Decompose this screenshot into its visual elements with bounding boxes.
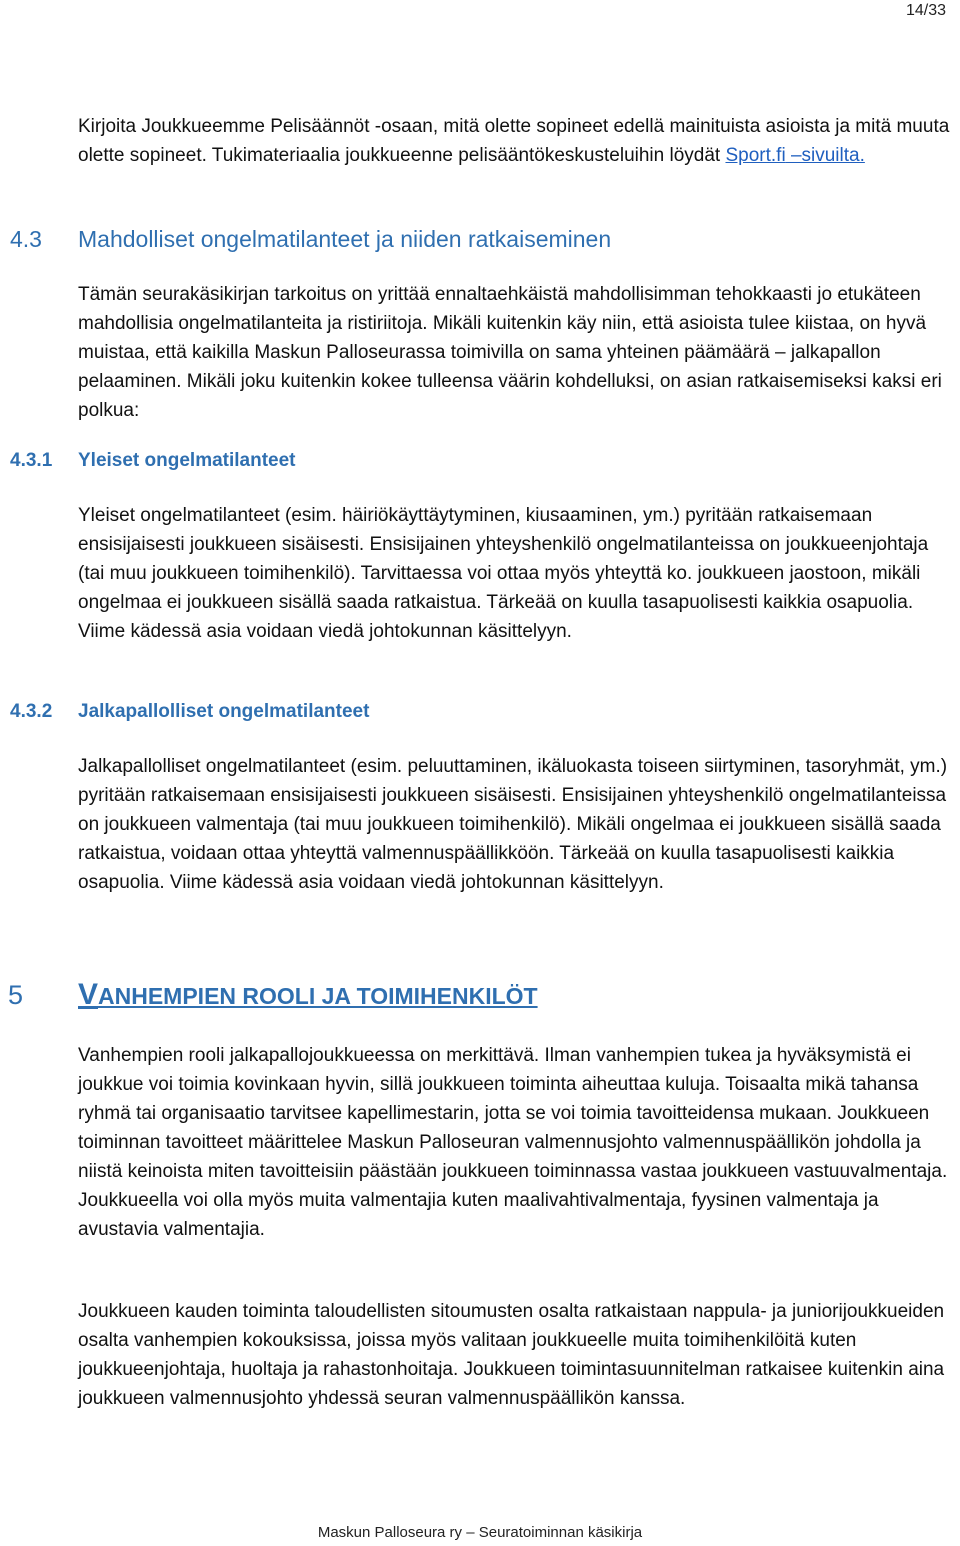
section-4-3-1-heading — [10, 450, 950, 472]
intro-text-before: Kirjoita Joukkueemme Pelisäännöt -osaan, mitä olette sopineet edellä mainituista asioista ja mitä muuta olette sopineet. Tukimateriaalia joukkueenne pelisääntökeskusteluihin löydät — [78, 116, 950, 166]
section-4-3-1-body: Yleiset ongelmatilanteet (esim. häiriökäyttäytyminen, kiusaaminen, ym.) pyritään ratkaisemaan ensisijaisesti joukkueen sisäisesti. Ensisijainen yhteyshenkilö ongelmatilanteissa on joukkueenjohtaja (tai muu joukkueen toimihenkilö). Tarvittaessa voi ottaa myös yhteyttä ko. joukkueen jaostoon, mikäli ongelmaa ei joukkueen sisällä saada ratkaistua. Tärkeää on kuulla tasapuolisesti kaikkia osapuolia. Viime kädessä asia voidaan viedä johtokunnan käsittelyyn. — [78, 505, 929, 642]
intro-text-after: –sivuilta. — [785, 145, 865, 166]
subsection-title: Yleiset ongelmatilanteet — [78, 450, 296, 471]
section-4-3-2-body: Jalkapallolliset ongelmatilanteet (esim. peluuttaminen, ikäluokasta toiseen siirtyminen, tasoryhmät, ym.) pyritään ratkaisemaan ensisijaisesti joukkueen sisäisesti. Ensisijainen yhteyshenkilö ongelmatilanteissa on joukkueen valmentaja (tai muu joukkueen toimihenkilö). Mikäli ongelmaa ei joukkueen sisällä saada ratkaistua, voidaan ottaa yhteyttä valmennuspäällikköön. Tärkeää on kuulla tasapuolisesti kaikkia osapuolia. Viime kädessä asia voidaan viedä johtokunnan käsittelyyn. — [78, 756, 948, 893]
subsection-number: 4.3.2 — [10, 701, 53, 722]
chapter-5-paragraph-1: Vanhempien rooli jalkapallojoukkueessa on merkittävä. Ilman vanhempien tukea ja hyväksymistä ei joukkue voi toimia kovinkaan hyvin, sillä joukkueen toiminta aiheuttaa kuluja. Toisaalta mikä tahansa ryhmä tai organisaatio tarvitsee kapellimestarin, jotta se voi toimia tavoitteidensa mukaan. Joukkueen toiminnan tavoitteet määrittelee Maskun Palloseuran valmennusjohto valmennuspäällikön johdolla ja niistä keinoista miten tavoitteisiin päästään joukkueen toiminnassa vastaa joukkueen vastuuvalmentaja. Joukkueella voi olla myös muita valmentajia kuten maalivahtivalmentaja, fyysinen valmentaja ja avustavia valmentajia. — [78, 1045, 948, 1240]
page-number: 14/33 — [905, 2, 946, 19]
page-footer: Maskun Palloseura ry – Seuratoiminnan käsikirja — [317, 1524, 643, 1541]
section-4-3-heading — [10, 226, 950, 253]
subsection-number: 4.3.1 — [10, 450, 53, 471]
chapter-5-heading — [8, 978, 948, 1012]
chapter-number: 5 — [8, 980, 24, 1010]
section-number: 4.3 — [10, 226, 42, 252]
section-4-3-body: Tämän seurakäsikirjan tarkoitus on yrittää ennaltaehkäistä mahdollisimman tehokkaasti jo etukäteen mahdollisia ongelmatilanteita ja ristiriitoja. Mikäli kuitenkin käy niin, että asioista tulee kiistaa, on hyvä muistaa, että kaikilla Maskun Palloseurassa toimivilla on sama yhteinen päämäärä – jalkapallon pelaaminen. Mikäli joku kuitenkin kokee tulleensa väärin kohdelluksi, on asian ratkaisemiseksi kaksi eri polkua: — [78, 284, 942, 421]
section-title: Mahdolliset ongelmatilanteet ja niiden ratkaiseminen — [78, 226, 612, 252]
section-4-3-2-heading — [10, 701, 950, 723]
sport-fi-link[interactable]: Sport.fi — [725, 145, 786, 166]
intro-paragraph — [78, 112, 950, 170]
chapter-5-paragraph-2: Joukkueen kauden toiminta taloudellisten sitoumusten osalta ratkaistaan nappula- ja juniorijoukkueiden osalta vanhempien kokouksissa, joissa myös valitaan joukkueelle muita toimihenkilöitä kuten joukkueenjohtaja, huoltaja ja rahastonhoitaja. Joukkueen toimintasuunnitelman ratkaisee kuitenkin aina joukkueen valmennusjohto yhdessä seuran valmennuspäällikön kanssa. — [78, 1301, 945, 1409]
subsection-title: Jalkapallolliset ongelmatilanteet — [78, 701, 370, 722]
chapter-title: ANHEMPIEN ROOLI JA TOIMIHENKILÖT — [98, 983, 538, 1009]
chapter-title-first-letter: V — [78, 978, 99, 1011]
